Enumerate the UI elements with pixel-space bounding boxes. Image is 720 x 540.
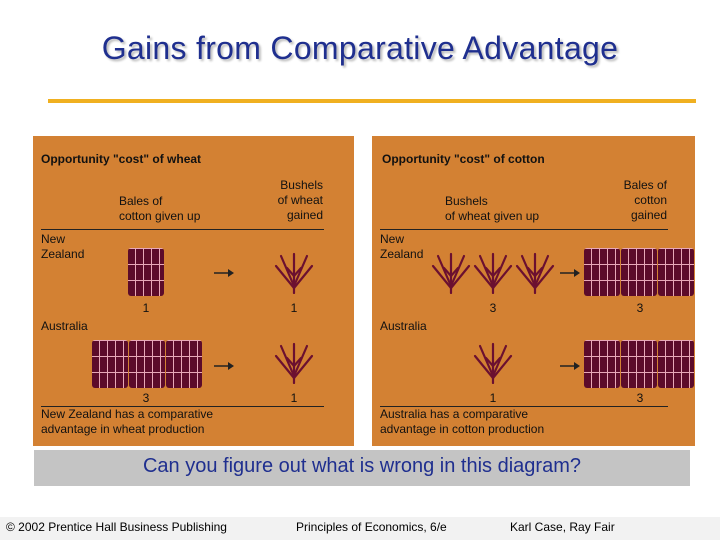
footer-authors: Karl Case, Ray Fair bbox=[510, 520, 615, 534]
cotton-bale-icon bbox=[584, 248, 620, 296]
footer-book-title: Principles of Economics, 6/e bbox=[296, 520, 447, 534]
column-header-given-up: Bushels of wheat given up bbox=[445, 194, 540, 223]
value-given-up: 1 bbox=[489, 391, 497, 405]
arrow-right-icon bbox=[560, 361, 580, 371]
value-gained: 1 bbox=[290, 391, 298, 405]
wheat-bundle-icon bbox=[472, 246, 514, 294]
cotton-bale-icon bbox=[92, 340, 128, 388]
question-banner bbox=[34, 450, 690, 486]
column-header-gained: Bushels of wheat gained bbox=[277, 178, 323, 222]
cotton-bale-icon bbox=[129, 340, 165, 388]
wheat-bundle-icon bbox=[273, 246, 315, 294]
cotton-bale-icon bbox=[621, 340, 657, 388]
row-label-new-zealand: New Zealand bbox=[41, 232, 85, 261]
cotton-bale-icon bbox=[621, 248, 657, 296]
panel-heading: Opportunity "cost" of wheat bbox=[41, 152, 202, 166]
panel-heading: Opportunity "cost" of cotton bbox=[382, 152, 545, 166]
value-given-up: 1 bbox=[142, 301, 150, 315]
cotton-bale-icon bbox=[166, 340, 202, 388]
arrow-right-icon bbox=[214, 361, 234, 371]
value-gained: 3 bbox=[636, 301, 644, 315]
cotton-bale-icon bbox=[658, 340, 694, 388]
question-text: Can you figure out what is wrong in this diagram? bbox=[142, 455, 581, 477]
wheat-opportunity-cost-panel bbox=[33, 136, 354, 446]
row-label-new-zealand: New Zealand bbox=[380, 232, 424, 261]
wheat-bundle-icon bbox=[472, 336, 514, 384]
arrow-right-icon bbox=[560, 268, 580, 278]
header-rule bbox=[380, 229, 668, 230]
column-header-gained: Bales of cotton gained bbox=[623, 178, 667, 222]
slide-footer bbox=[0, 517, 720, 540]
value-given-up: 3 bbox=[142, 391, 150, 405]
cotton-bale-icon bbox=[128, 248, 164, 296]
row-label-australia: Australia bbox=[41, 319, 88, 333]
cotton-opportunity-cost-panel bbox=[372, 136, 695, 446]
slide-title: Gains from Comparative Advantage bbox=[101, 30, 619, 66]
cotton-bale-icon bbox=[584, 340, 620, 388]
value-given-up: 3 bbox=[489, 301, 497, 315]
wheat-bundle-icon bbox=[273, 336, 315, 384]
title-underline bbox=[48, 99, 696, 103]
footer-copyright: © 2002 Prentice Hall Business Publishing bbox=[6, 520, 227, 534]
wheat-bundle-icon bbox=[514, 246, 556, 294]
value-gained: 3 bbox=[636, 391, 644, 405]
header-rule bbox=[41, 229, 324, 230]
wheat-bundle-icon bbox=[430, 246, 472, 294]
panel-conclusion: New Zealand has a comparative advantage in wheat production bbox=[41, 407, 214, 436]
arrow-right-icon bbox=[214, 268, 234, 278]
cotton-bale-icon bbox=[658, 248, 694, 296]
value-gained: 1 bbox=[290, 301, 298, 315]
row-label-australia: Australia bbox=[380, 319, 427, 333]
column-header-given-up: Bales of cotton given up bbox=[119, 194, 201, 223]
panel-conclusion: Australia has a comparative advantage in cotton production bbox=[380, 407, 545, 436]
